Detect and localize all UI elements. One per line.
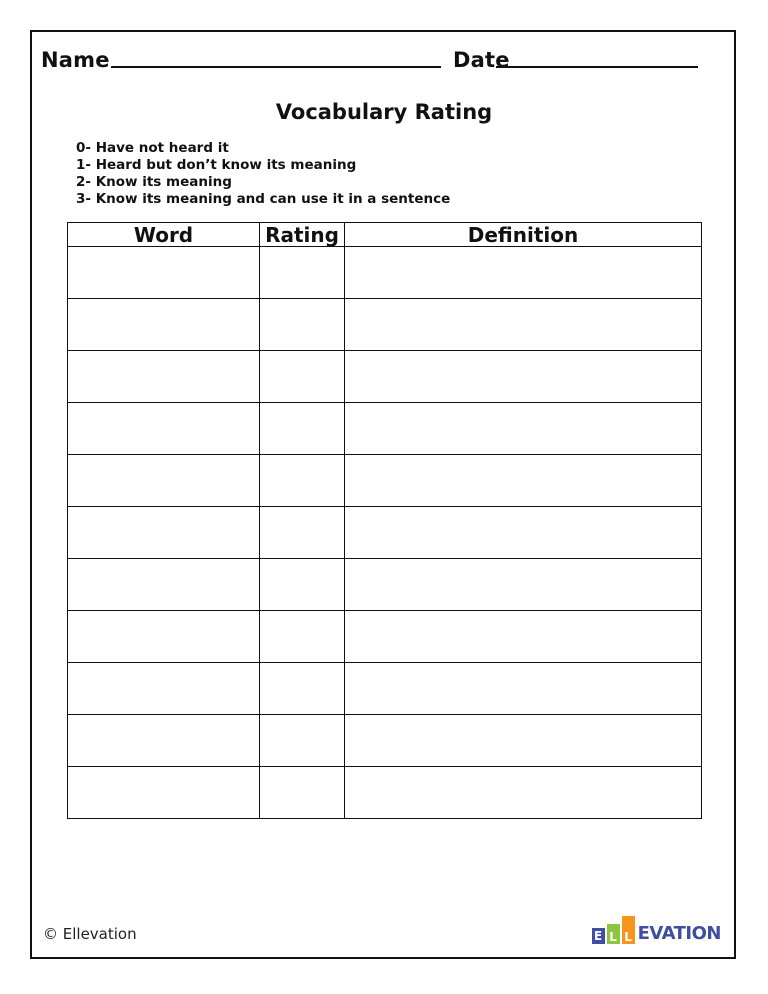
table-row	[68, 299, 702, 351]
rating-cell[interactable]	[260, 351, 345, 403]
date-blank-line	[496, 66, 698, 68]
logo-block-l1: L	[607, 924, 620, 944]
rating-cell[interactable]	[260, 455, 345, 507]
word-cell[interactable]	[68, 559, 260, 611]
definition-cell[interactable]	[345, 611, 702, 663]
table-row	[68, 663, 702, 715]
column-header-rating: Rating	[260, 223, 345, 247]
copyright-text: © Ellevation	[43, 925, 137, 943]
vocabulary-table	[67, 222, 702, 819]
table-row	[68, 247, 702, 299]
table-header-row	[68, 223, 702, 247]
logo-wordmark: EVATION	[637, 923, 721, 944]
word-cell[interactable]	[68, 247, 260, 299]
word-cell[interactable]	[68, 715, 260, 767]
column-header-word: Word	[68, 223, 260, 247]
ellevation-logo	[592, 916, 721, 944]
table-row	[68, 611, 702, 663]
rating-cell[interactable]	[260, 767, 345, 819]
word-cell[interactable]	[68, 455, 260, 507]
definition-cell[interactable]	[345, 403, 702, 455]
word-cell[interactable]	[68, 767, 260, 819]
rating-cell[interactable]	[260, 559, 345, 611]
table-row	[68, 559, 702, 611]
rating-scale-item: 0- Have not heard it	[76, 140, 229, 156]
table-row	[68, 767, 702, 819]
table-row	[68, 455, 702, 507]
word-cell[interactable]	[68, 611, 260, 663]
table-row	[68, 403, 702, 455]
rating-scale-list	[76, 140, 450, 208]
word-cell[interactable]	[68, 351, 260, 403]
definition-cell[interactable]	[345, 247, 702, 299]
name-label: Name	[41, 48, 110, 72]
definition-cell[interactable]	[345, 559, 702, 611]
column-header-definition: Definition	[345, 223, 702, 247]
rating-cell[interactable]	[260, 403, 345, 455]
page-title: Vocabulary Rating	[275, 100, 493, 124]
word-cell[interactable]	[68, 403, 260, 455]
table-row	[68, 351, 702, 403]
definition-cell[interactable]	[345, 507, 702, 559]
logo-block-e: E	[592, 928, 605, 944]
table-row	[68, 715, 702, 767]
logo-block-l2: L	[622, 916, 635, 944]
rating-cell[interactable]	[260, 247, 345, 299]
definition-cell[interactable]	[345, 715, 702, 767]
table-body	[68, 247, 702, 819]
rating-cell[interactable]	[260, 507, 345, 559]
rating-scale-item: 2- Know its meaning	[76, 174, 232, 190]
definition-cell[interactable]	[345, 767, 702, 819]
name-blank-line	[111, 66, 441, 68]
rating-cell[interactable]	[260, 663, 345, 715]
rating-cell[interactable]	[260, 715, 345, 767]
word-cell[interactable]	[68, 299, 260, 351]
rating-scale-item: 3- Know its meaning and can use it in a sentence	[76, 191, 451, 207]
definition-cell[interactable]	[345, 351, 702, 403]
table-row	[68, 507, 702, 559]
rating-scale-item: 1- Heard but don’t know its meaning	[76, 157, 357, 173]
word-cell[interactable]	[68, 663, 260, 715]
date-label: Date	[453, 48, 510, 72]
word-cell[interactable]	[68, 507, 260, 559]
definition-cell[interactable]	[345, 299, 702, 351]
definition-cell[interactable]	[345, 663, 702, 715]
definition-cell[interactable]	[345, 455, 702, 507]
rating-cell[interactable]	[260, 611, 345, 663]
rating-cell[interactable]	[260, 299, 345, 351]
